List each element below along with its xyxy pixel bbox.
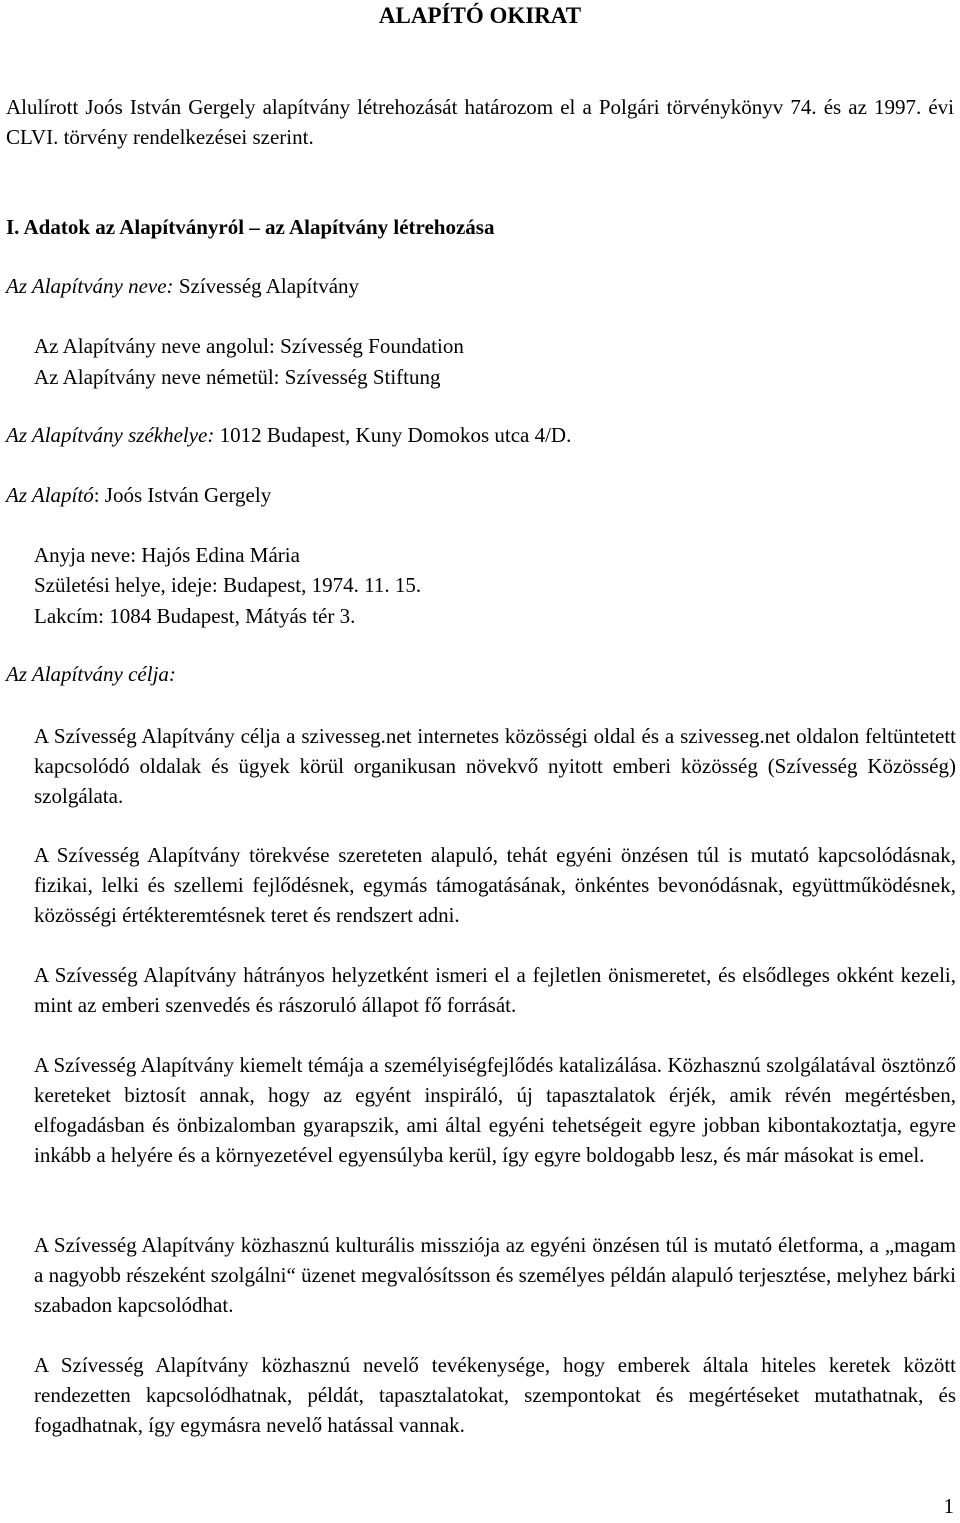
founder-address: Lakcím: 1084 Budapest, Mátyás tér 3. xyxy=(34,604,356,628)
document-title: ALAPÍTÓ OKIRAT xyxy=(378,3,582,28)
purpose-paragraph-1: A Szívesség Alapítvány célja a szivesseg.net internetes közösségi oldal és a szivesseg.net oldalon feltüntetett kapcsolódó oldalak és ügyek körül organikusan növekvő nyitott emberi közösség (Szívesség Közösség) szolgálata. xyxy=(34,724,956,808)
founder-birth: Születési helye, ideje: Budapest, 1974. 11. 15. xyxy=(34,573,422,597)
foundation-name-line xyxy=(6,271,954,301)
founder-value: : Joós István Gergely xyxy=(93,483,272,507)
foundation-name-value: Szívesség Alapítvány xyxy=(173,274,360,298)
foundation-seat-value: 1012 Budapest, Kuny Domokos utca 4/D. xyxy=(214,423,572,447)
purpose-paragraph-2: A Szívesség Alapítvány törekvése szereteten alapuló, tehát egyéni önzésen túl is mutató kapcsolódásnak, fizikai, lelki és szellemi fejlődésnek, egymás támogatásának, önkéntes bevonódásnak, együttműködésnek, közösségi értékteremtésnek teret és rendszert adni. xyxy=(34,843,956,927)
foundation-name-german: Az Alapítvány neve németül: Szívesség Stiftung xyxy=(34,365,441,389)
founder-mother-name: Anyja neve: Hajós Edina Mária xyxy=(34,543,300,567)
purpose-paragraph-6: A Szívesség Alapítvány közhasznú nevelő tevékenysége, hogy emberek általa hiteles keretek között rendezetten kapcsolódhatnak, példát, tapasztalatokat, szempontokat és megértéseket mutathatnak, és fogadhatnak, így egymásra nevelő hatással vannak. xyxy=(34,1353,956,1437)
intro-paragraph: Alulírott Joós István Gergely alapítvány létrehozását határozom el a Polgári törvénykönyv 74. és az 1997. évi CLVI. törvény rendelkezései szerint. xyxy=(6,95,954,149)
founder-line xyxy=(6,480,954,510)
section-heading: I. Adatok az Alapítványról – az Alapítvány létrehozása xyxy=(6,215,495,239)
purpose-paragraph-5: A Szívesség Alapítvány közhasznú kulturális missziója az egyéni önzésen túl is mutató életforma, a „magam a nagyobb részeként szolgálni“ üzenet megvalósítsson és személyes példán alapuló terjesztése, melyhez bárki szabadon kapcsolódhat. xyxy=(34,1233,956,1317)
foundation-name-label: Az Alapítvány neve: xyxy=(6,274,174,298)
foundation-seat-line xyxy=(6,420,954,450)
foundation-seat-label: Az Alapítvány székhelye: xyxy=(6,423,215,447)
purpose-paragraph-4: A Szívesség Alapítvány kiemelt témája a személyiségfejlődés katalizálása. Közhasznú szolgálatával ösztönző kereteket biztosít annak, hogy az egyént inspiráló, új tapasztalatok érjék, amik révén megértésben, elfogadásban és önbizalomban gyarapszik, ami által egyéni tehetségeit egyre jobban kibontakoztatja, egyre inkább a helyére és a környezetével egyensúlyba kerül, így egyre boldogabb lesz, és már másokat is emel. xyxy=(34,1053,956,1167)
purpose-label: Az Alapítvány célja: xyxy=(6,662,176,686)
purpose-paragraph-3: A Szívesség Alapítvány hátrányos helyzetként ismeri el a fejletlen önismeretet, és elsődleges okként kezeli, mint az emberi szenvedés és rászoruló állapot fő forrását. xyxy=(34,963,956,1017)
founder-label: Az Alapító xyxy=(6,483,94,507)
foundation-name-english: Az Alapítvány neve angolul: Szívesség Foundation xyxy=(34,334,464,358)
page-number: 1 xyxy=(943,1494,954,1518)
